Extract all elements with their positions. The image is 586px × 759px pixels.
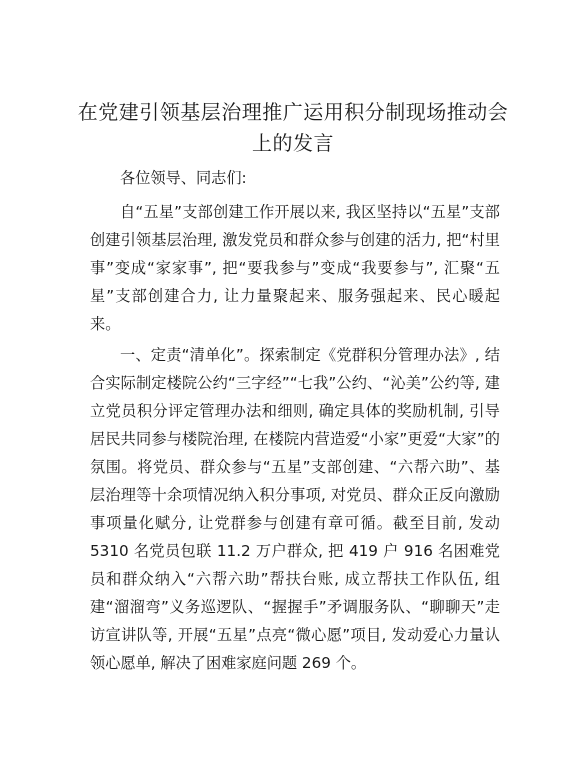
paragraph-section-one: 一、定责“清单化”。探索制定《党群积分管理办法》, 结合实际制定楼院公约“三字经”“七我”公约、“沁美”公约等, 建立党员积分评定管理办法和细则, 确定具体的奖励机制, 引导居民共同参与楼院治理, 在楼院内营造爱“小家”更爱“大家”的氛围。将党员、群众参与“五星”支部创建、“六帮六助”、基层治理等十余项情况纳入积分事项, 对党员、群众正反向激励事项量化赋分, 让党群参与创建有章可循。截至目前, 发动5310 名党员包联 11.2 万户群众, 把 419 户 916 名困难党员和群众纳入“六帮六助”帮扶台账, 成立帮扶工作队伍, 组建“溜溜弯”义务巡逻队、“握握手”矛调服务队、“聊聊天”走访宣讲队等, 开展“五星”点亮“微心愿”项目, 发动爱心力量认领心愿单, 解决了困难家庭问题 269 个。 (90, 346, 500, 672)
greeting: 各位领导、同志们: (120, 169, 247, 187)
document-title: 在党建引领基层治理推广运用积分制现场推动会上的发言 (77, 100, 509, 155)
paragraph-intro: 自“五星”支部创建工作开展以来, 我区坚持以“五星”支部创建引领基层治理, 激发党员和群众参与创建的活力, 把“村里事”变成“家家事”, 把“要我参与”变成“我要参与”, 汇聚“五星”支部创建合力, 让力量聚起来、服务强起来、民心暖起来。 (90, 203, 500, 333)
